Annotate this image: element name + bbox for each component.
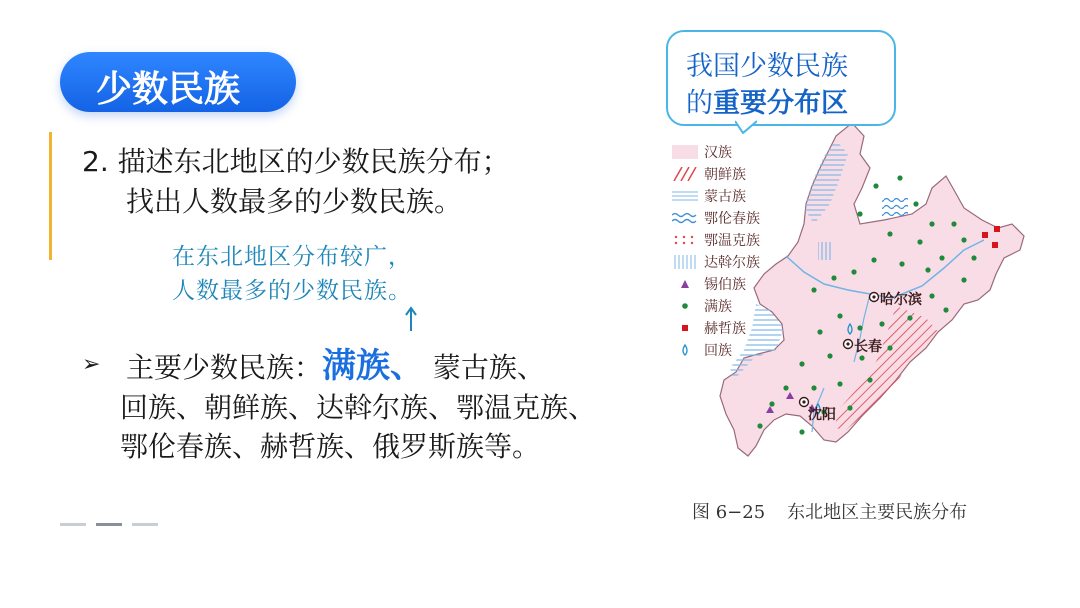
question-line-2: 找出人数最多的少数民族。	[126, 185, 463, 218]
blue-wave-pattern-icon	[672, 211, 698, 225]
blue-horizontal-lines-icon	[672, 189, 698, 203]
red-diagonal-hatch-icon	[672, 167, 698, 181]
green-dot-icon	[672, 299, 698, 313]
callout-line-2	[686, 81, 848, 120]
minority-label: 主要少数民族：	[126, 351, 323, 384]
section-title: 少数民族	[96, 69, 241, 110]
city-label-harbin: 哈尔滨	[880, 292, 922, 308]
up-arrow-icon	[404, 306, 418, 332]
red-dots-icon	[672, 233, 698, 247]
note-line-2: 人数最多的少数民族。	[172, 278, 412, 304]
bullet-icon: ➢	[82, 352, 101, 377]
slide-indicator-3	[132, 523, 158, 526]
manchu-highlight: 满族、	[322, 346, 425, 386]
city-label-shenyang: 沈阳	[808, 407, 836, 423]
callout-line-1: 我国少数民族	[686, 51, 848, 82]
slide-indicator-1	[60, 523, 86, 526]
blue-vertical-lines-icon	[672, 255, 698, 269]
main-line-2: 回族、朝鲜族、达斡尔族、鄂温克族、	[120, 391, 597, 424]
section-title-badge	[60, 52, 296, 112]
callout-pointer-icon	[735, 120, 757, 134]
note-line-1: 在东北地区分布较广，	[172, 244, 412, 270]
slide-indicator-2	[96, 523, 122, 526]
red-square-icon	[672, 321, 698, 335]
main-line-3: 鄂伦春族、赫哲族、俄罗斯族等。	[120, 430, 541, 463]
distribution-callout	[666, 30, 896, 126]
city-label-changchun: 长春	[854, 339, 882, 355]
purple-triangle-icon	[672, 277, 698, 291]
main-line-1	[126, 338, 545, 387]
question-line-1: 2. 描述东北地区的少数民族分布；	[82, 145, 510, 178]
figure-caption	[692, 498, 967, 524]
blue-drop-icon	[672, 343, 698, 357]
figure-title: 东北地区主要民族分布	[787, 502, 968, 523]
accent-bar	[49, 132, 52, 260]
main-line-1-rest: 蒙古族、	[432, 351, 545, 384]
callout-bold: 重要分布区	[713, 88, 848, 119]
figure-number: 图 6−25	[692, 502, 766, 523]
northeast-region-shape	[720, 123, 1024, 456]
callout-prefix: 的	[686, 88, 713, 119]
pink-fill-icon	[672, 145, 698, 159]
